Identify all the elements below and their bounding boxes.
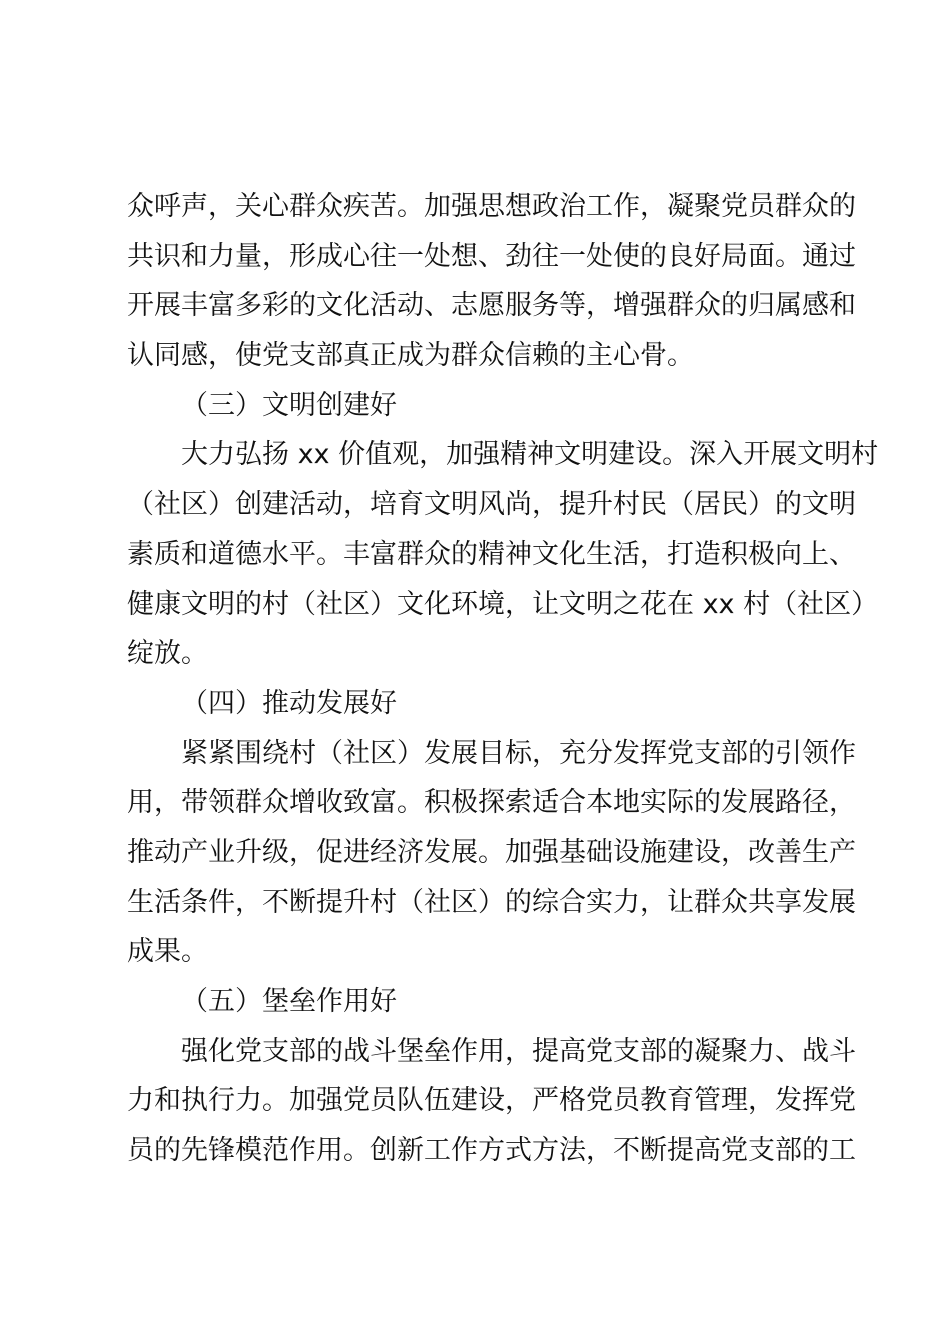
paragraph-line: 紧紧围绕村（社区）发展目标，充分发挥党支部的引领作 — [181, 737, 856, 769]
paragraph-line: 成果。 — [127, 936, 208, 968]
paragraph-line: 共识和力量，形成心往一处想、劲往一处使的良好局面。通过 — [127, 240, 856, 272]
document-body — [127, 182, 879, 1176]
section-heading-4: （四）推动发展好 — [181, 687, 397, 719]
paragraph-line: 推动产业升级，促进经济发展。加强基础设施建设，改善生产 — [127, 836, 856, 868]
section-heading-3: （三）文明创建好 — [181, 389, 397, 421]
paragraph-line: 众呼声，关心群众疾苦。加强思想政治工作，凝聚党员群众的 — [127, 191, 856, 222]
paragraph-line: 大力弘扬 xx 价值观，加强精神文明建设。深入开展文明村 — [181, 439, 879, 471]
paragraph-line: 绽放。 — [127, 638, 208, 670]
paragraph-line: 员的先锋模范作用。创新工作方式方法，不断提高党支部的工 — [127, 1135, 856, 1167]
paragraph-line: 素质和道德水平。丰富群众的精神文化生活，打造积极向上、 — [127, 538, 856, 570]
paragraph-line: 健康文明的村（社区）文化环境，让文明之花在 xx 村（社区） — [127, 588, 879, 620]
paragraph-line: 用，带领群众增收致富。积极探索适合本地实际的发展路径， — [127, 787, 856, 819]
paragraph-line: 认同感，使党支部真正成为群众信赖的主心骨。 — [127, 340, 694, 372]
paragraph-line: 生活条件，不断提升村（社区）的综合实力，让群众共享发展 — [127, 886, 856, 918]
paragraph-line: 开展丰富多彩的文化活动、志愿服务等，增强群众的归属感和 — [127, 290, 856, 322]
paragraph-line: 力和执行力。加强党员队伍建设，严格党员教育管理，发挥党 — [127, 1085, 856, 1117]
section-heading-5: （五）堡垒作用好 — [181, 986, 397, 1017]
paragraph-line: （社区）创建活动，培育文明风尚，提升村民（居民）的文明 — [127, 489, 856, 521]
paragraph-line: 强化党支部的战斗堡垒作用，提高党支部的凝聚力、战斗 — [181, 1035, 856, 1067]
